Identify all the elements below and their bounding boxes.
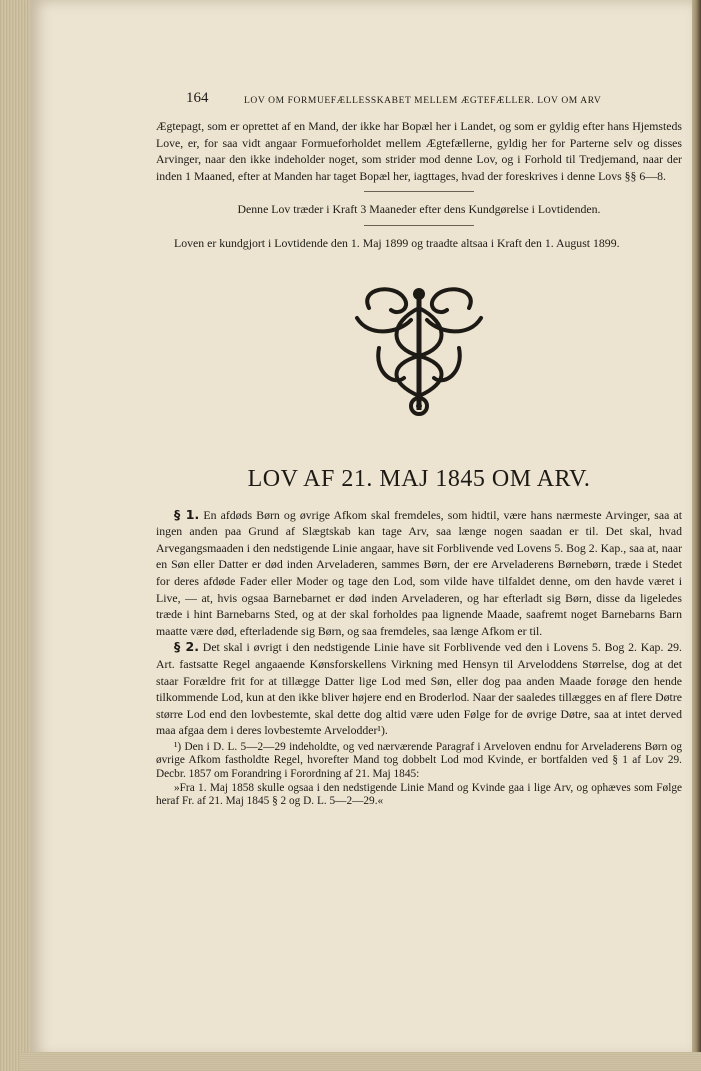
law-sections (156, 507, 682, 739)
book-page (30, 0, 692, 1058)
section-paragraph (156, 639, 682, 739)
caduceus-ornament-icon (349, 278, 489, 418)
section-mark: § 1. (174, 506, 200, 522)
footnote: ¹) Den i D. L. 5—2—29 indeholdte, og ved nærværende Paragraf i Arveloven endnu for Arveladerens Børn og øvrige Afkom fastholdte Regel, hvorefter Mand tog dobbelt Lod mod Kvinde, er bortfalden ved § 1 af Lov 29. Decbr. 1857 om Forandring i Forordning af 21. Maj 1845: (156, 740, 682, 781)
proclamation-paragraph: Loven er kundgjort i Lovtidende den 1. Maj 1899 og traadte altsaa i Kraft den 1. August 1899. (174, 235, 620, 250)
running-title: LOV OM FORMUEFÆLLESSKABET MELLEM ÆGTEFÆLLER. LOV OM ARV (244, 96, 602, 106)
book-page-edges-bottom (20, 1052, 701, 1071)
law-title: LOV AF 21. MAJ 1845 OM ARV. (247, 465, 591, 492)
divider-rule (364, 225, 474, 226)
effective-date-line: Denne Lov træder i Kraft 3 Maaneder efter dens Kundgørelse i Lovtidenden. (237, 202, 601, 217)
intro-paragraph: Ægtepagt, som er oprettet af en Mand, der ikke har Bopæl her i Landet, og som er gyldig efter hans Hjemsteds Love, er, for saa vidt angaar Formueforholdet mellem Ægtefællerne, gyldig her for Parterne selv og disses Arvinger, naar den ikke indeholder noget, som strider mod denne Lov, og i Forhold til Tredjemand, naar der inden 1 Maaned, efter at Manden har taget Bopæl her, iagttages, hvad der foreskrives i denne Lovs §§ 6—8. (156, 119, 682, 183)
footnote-quote: »Fra 1. Maj 1858 skulle ogsaa i den nedstigende Linie Mand og Kvinde gaa i lige Arv, og ophæves som Følge heraf Fr. af 21. Maj 1845 § 2 og D. L. 5—2—29.« (156, 781, 682, 808)
running-header (156, 88, 682, 110)
page-number: 164 (186, 90, 209, 106)
section-text: En afdøds Børn og øvrige Afkom skal fremdeles, som hidtil, være hans nærmeste Arvinger, saa at ingen anden paa Grund af Slægtskab kan tage Arv, saa længe nogen saadan er til. Det skal, hvad Arvegangsmaaden i den nedstigende Linie angaar, have sit Forblivende ved Lovens 5. Bog 2. Kap., saa at, naar en Søn eller Datter er død inden Arveladeren, sammes Børn, der ere Arveladerens Børnebørn, træde i Stedet for deres afdøde Fader eller Moder og tage den Lod, som vilde have tilfaldet denne, om den havde været i Live, — at, hvis ogsaa Barnebarnet er død inden Arveladeren, og har efterladt sig Børn, disse da ligeledes træde i hint Barnebarns Sted, og at der skal forholdes paa lignende Maade, saafremt noget Barnebarns Barn maatte være død, efterladende sig Børn, og saa fremdeles, saa længe Afkom er til. (156, 507, 682, 638)
section-text: Det skal i øvrigt i den nedstigende Linie have sit Forblivende ved den i Lovens 5. Bog 2. Kap. 29. Art. fastsatte Regel angaaende Kønsforskellens Virkning med Hensyn til Arveloddens Størrelse, dog at det staar Forældre frit for at tillægge Datter lige Lod med Søn, eller dog paa anden Maade forøge den hende tilkommende Lod, kun at den ikke bliver højere end en Broderlod. Naar der saaledes tillægges en af flere Døtre større Lod end den lovbestemte, skal dette dog altid være uden Følge for de øvrige Døtre, saa at intet derved maa afgaa dem i deres lovbestemte Arvelodder¹). (156, 640, 682, 738)
footnotes (156, 741, 682, 809)
section-mark: § 2. (174, 639, 199, 655)
page-content (156, 88, 682, 809)
divider-rule (364, 191, 474, 192)
section-paragraph (156, 507, 682, 640)
book-page-edges-left (0, 0, 30, 1071)
